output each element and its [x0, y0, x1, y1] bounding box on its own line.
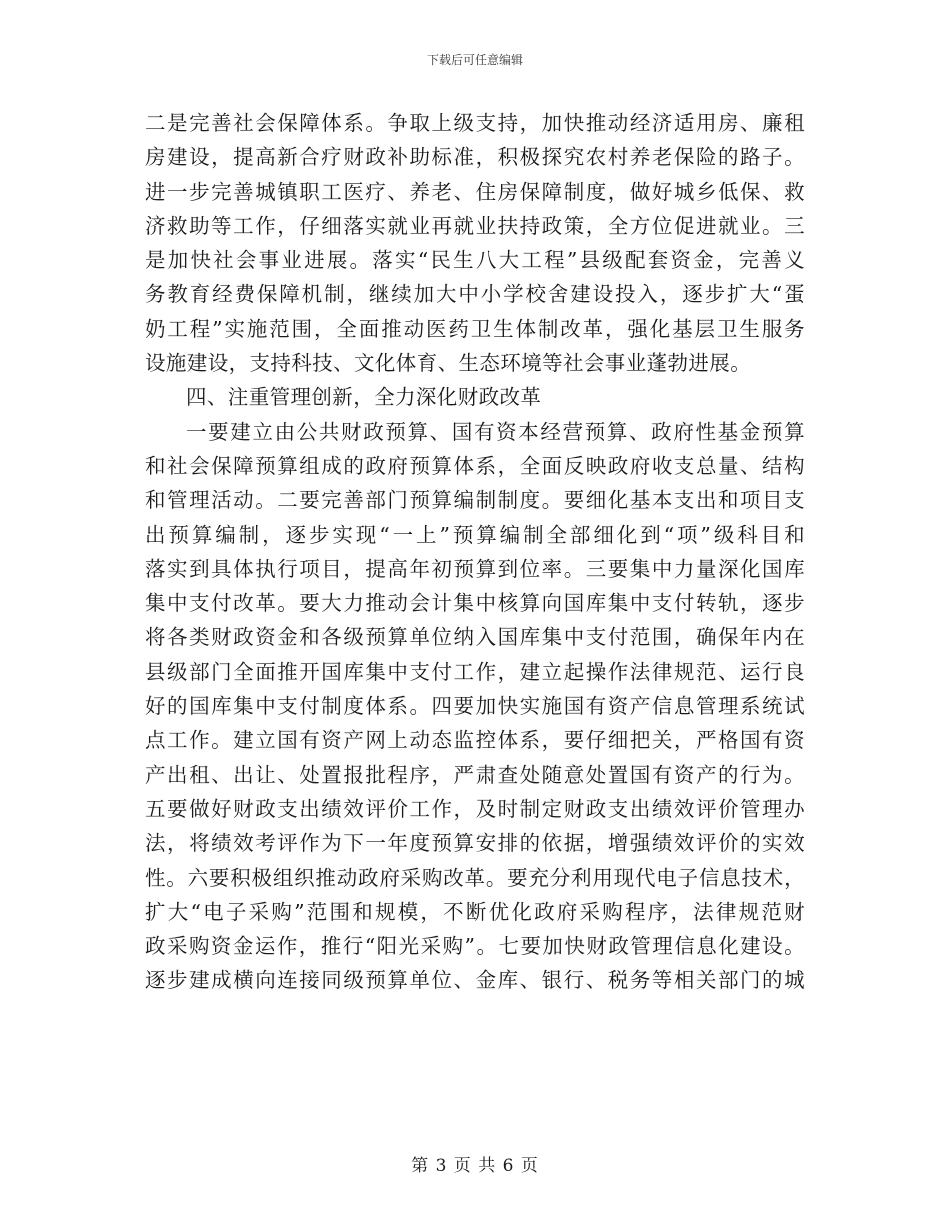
paragraph-line: 将各类财政资金和各级预算单位纳入国库集中支付范围，确保年内在 [145, 625, 805, 650]
paragraph-line: 出预算编制，逐步实现“一上”预算编制全部细化到“项”级科目和 [145, 522, 805, 547]
page-header: 下载后可任意编辑 [426, 53, 523, 67]
paragraph-line: 县级部门全面推开国库集中支付工作，建立起操作法律规范、运行良 [145, 659, 805, 684]
paragraph-line: 落实到具体执行项目，提高年初预算到位率。三要集中力量深化国库 [145, 556, 805, 581]
paragraph-line: 务教育经费保障机制，继续加大中小学校舍建设投入，逐步扩大“蛋 [145, 282, 805, 307]
paragraph-line: 设施建设，支持科技、文化体育、生态环境等社会事业蓬勃进展。 [145, 351, 752, 376]
paragraph-line: 是加快社会事业进展。落实“民生八大工程”县级配套资金，完善义 [145, 248, 805, 273]
paragraph-line: 二是完善社会保障体系。争取上级支持，加快推动经济适用房、廉租 [145, 111, 805, 135]
paragraph-line: 五要做好财政支出绩效评价工作，及时制定财政支出绩效评价管理办 [145, 796, 805, 821]
section-heading: 四、注重管理创新，全力深化财政改革 [186, 385, 542, 410]
document-body [145, 106, 805, 998]
page-number-footer: 第 3 页 共 6 页 [411, 1156, 539, 1176]
paragraph-line: 逐步建成横向连接同级预算单位、金库、银行、税务等相关部门的城 [145, 968, 805, 993]
paragraph-line: 房建设，提高新合疗财政补助标准，积极探究农村养老保险的路子。 [145, 145, 805, 170]
paragraph-line: 集中支付改革。要大力推动会计集中核算向国库集中支付转轨，逐步 [145, 591, 805, 616]
paragraph-line: 济救助等工作，仔细落实就业再就业扶持政策，全方位促进就业。三 [145, 213, 805, 238]
paragraph-line: 法，将绩效考评作为下一年度预算安排的依据，增强绩效评价的实效 [145, 831, 805, 856]
paragraph-line: 产出租、出让、处置报批程序，严肃查处随意处置国有资产的行为。 [145, 762, 805, 787]
paragraph-line: 性。六要积极组织推动政府采购改革。要充分利用现代电子信息技术， [145, 865, 805, 890]
paragraph-line: 政采购资金运作，推行“阳光采购”。七要加快财政管理信息化建设。 [145, 934, 805, 959]
paragraph-line: 进一步完善城镇职工医疗、养老、住房保障制度，做好城乡低保、救 [145, 179, 805, 204]
paragraph-line: 一要建立由公共财政预算、国有资本经营预算、政府性基金预算 [186, 419, 805, 444]
paragraph-line: 奶工程”实施范围，全面推动医药卫生体制改革，强化基层卫生服务 [145, 316, 805, 341]
paragraph-line: 和管理活动。二要完善部门预算编制制度。要细化基本支出和项目支 [145, 488, 805, 513]
paragraph-line: 好的国库集中支付制度体系。四要加快实施国有资产信息管理系统试 [145, 694, 805, 719]
paragraph-line: 和社会保障预算组成的政府预算体系，全面反映政府收支总量、结构 [145, 453, 805, 478]
paragraph-line: 点工作。建立国有资产网上动态监控体系，要仔细把关，严格国有资 [145, 728, 805, 753]
paragraph-line: 扩大“电子采购”范围和规模，不断优化政府采购程序，法律规范财 [145, 899, 805, 924]
